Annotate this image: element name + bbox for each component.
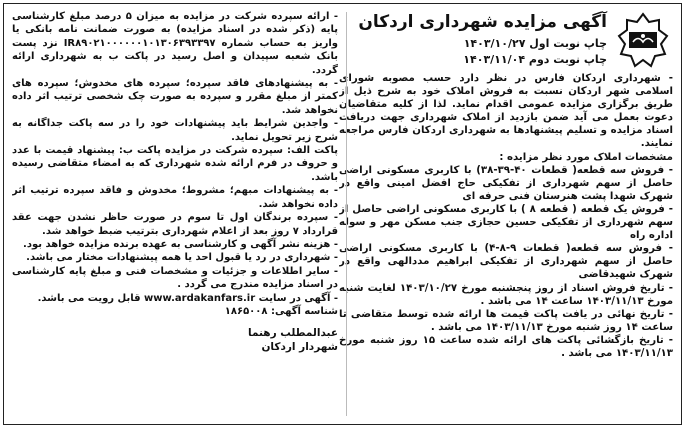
notice-title: آگهی مزایده شهرداری اردکان bbox=[358, 12, 607, 32]
notice-id: شناسه آگهی: ۱۸۶۵۰۰۸ bbox=[224, 305, 338, 317]
acceptance-note: - شهرداری در رد یا قبول احد یا همه پیشنهادات مختار می باشد. bbox=[26, 252, 338, 264]
municipality-logo-icon bbox=[615, 12, 671, 68]
deposit-condition: - ارائه سپرده شرکت در مزایده به میزان ۵ درصد مبلغ کارشناسی پایه (ذکر شده در اسناد مزایده) به صورت ضمانت نامه بانکی یا واریز به حساب شماره IR۸۹۰۲۱۰۰۰۰۰۰۱۰۱۳۰۶۳۹۳۳۹۷ نزد پست بانک شعبه سپیدان و اصل رسید در پاکت ب به شهرداری ارائه گردد. bbox=[12, 11, 338, 76]
invalid-deposit-note: - به پیشنهادهای فاقد سپرده؛ سپرده های مخدوش؛ سپرده های کمتر از مبلغ مقرر و سپرده به صورت چک شخصی ترتیب اثر داده نخواهد شد. bbox=[12, 78, 338, 116]
left-column bbox=[12, 10, 338, 418]
envelopes-detail: پاکت الف: سپرده شرکت در مزایده پاکت ب: پیشنهاد قیمت با عدد و حروف در فرم ارائه شده شهرداری که به امضاء متقاضی رسیده باشد. bbox=[12, 145, 338, 183]
bid-opening-date: - تاریخ بازگشائی پاکت های ارائه شده ساعت ۱۵ روز شنبه مورخ ۱۴۰۳/۱۱/۱۳ می باشد . bbox=[339, 334, 673, 359]
bid-deadline: - تاریخ نهائی در یافت پاکت قیمت ها ارائه شده توسط متقاضی تا ساعت ۱۴ روز شنبه مورخ ۱۴۰۳/۱۱/۱۳ می باشد . bbox=[339, 308, 673, 333]
signatory-position: شهردار اردکان bbox=[261, 341, 338, 354]
right-column bbox=[339, 10, 673, 418]
publish-date-first: چاپ نوبت اول ۱۴۰۳/۱۰/۲۷ bbox=[463, 37, 607, 50]
website-note: - آگهی در سایت www.ardakanfars.ir قابل رویت می باشد. bbox=[37, 292, 338, 304]
intro-paragraph: - شهرداری اردکان فارس در نظر دارد حسب مصوبه شورای اسلامی شهر اردکان نسبت به فروش املاک خود به شرح ذیل از طریق برگزاری مزایده عمومی اقدام نماید. لذا از کلیه متقاضیان دعوت بعمل می آید ضمن بازدید از املاک شهرداری جهت دریافت اسناد مزایده و تسلیم پیشنهادها به شهرداری اردکان فارس مراجعه نمایند. bbox=[339, 73, 673, 150]
column-divider bbox=[346, 12, 347, 416]
signature-block bbox=[12, 326, 338, 354]
envelopes-condition: - واجدین شرایط باید پیشنهادات خود را در سه پاکت جداگانه به شرح زیر تحویل نماید. bbox=[12, 118, 338, 143]
winners-deposit-note: - سپرده برندگان اول تا سوم در صورت حاظر نشدن جهت عقد قرارداد ۷ روز بعد از اعلام شهرداری بترتیب ضبط خواهد شد. bbox=[12, 212, 338, 237]
other-info-note: - سایر اطلاعات و جزئیات و مشخصات فنی و مبلغ پایه کارشناسی در اسناد مزایده مندرج می گردد . bbox=[12, 265, 338, 291]
property-item-3: - فروش سه قطعه( قطعات ۹-۸-۴) با کاربری مسکونی اراضی حاصل از سهم شهرداری از تفکیکی ابراهیم مددالهی واقع در شهرک شهیدقاضی bbox=[339, 243, 673, 281]
advertising-cost-note: - هزینه نشر آگهی و کارشناسی به عهده برنده مزایده خواهد بود. bbox=[23, 238, 338, 250]
ambiguous-bids-note: - به پیشنهادات مبهم؛ مشروط؛ مخدوش و فاقد سپرده ترتیب اثر داده نخواهد شد. bbox=[12, 185, 338, 210]
signatory-name: عبدالمطلب رهنما bbox=[248, 327, 338, 340]
properties-heading: مشخصات املاک مورد نظر مزایده : bbox=[499, 151, 673, 163]
document-sale-date: - تاریخ فروش اسناد از روز پنجشنبه مورخ ۱۴۰۳/۱۰/۲۷ لغایت شنبه مورخ ۱۴۰۳/۱۱/۱۳ ساعت ۱۴ می باشد . bbox=[339, 282, 673, 307]
notice-header bbox=[339, 10, 673, 72]
notice-frame bbox=[3, 3, 682, 425]
property-item-1: - فروش سه قطعه( قطعات ۴۰-۳۹-۳۸) با کاربری مسکونی اراضی حاصل از سهم شهرداری از تفکیکی حاج افضل امینی واقع در شهرک شهدا پشت هنرستان فنی حرفه ای bbox=[339, 164, 673, 202]
publish-date-second: چاپ نوبت دوم ۱۴۰۳/۱۱/۰۴ bbox=[463, 53, 607, 66]
property-item-2: - فروش یک قطعه ( قطعه ۸ ) با کاربری مسکونی اراضی حاصل از سهم شهرداری از تفکیکی حسین حجازی جنب مسکن مهر و سوله اداره راه bbox=[339, 203, 673, 242]
